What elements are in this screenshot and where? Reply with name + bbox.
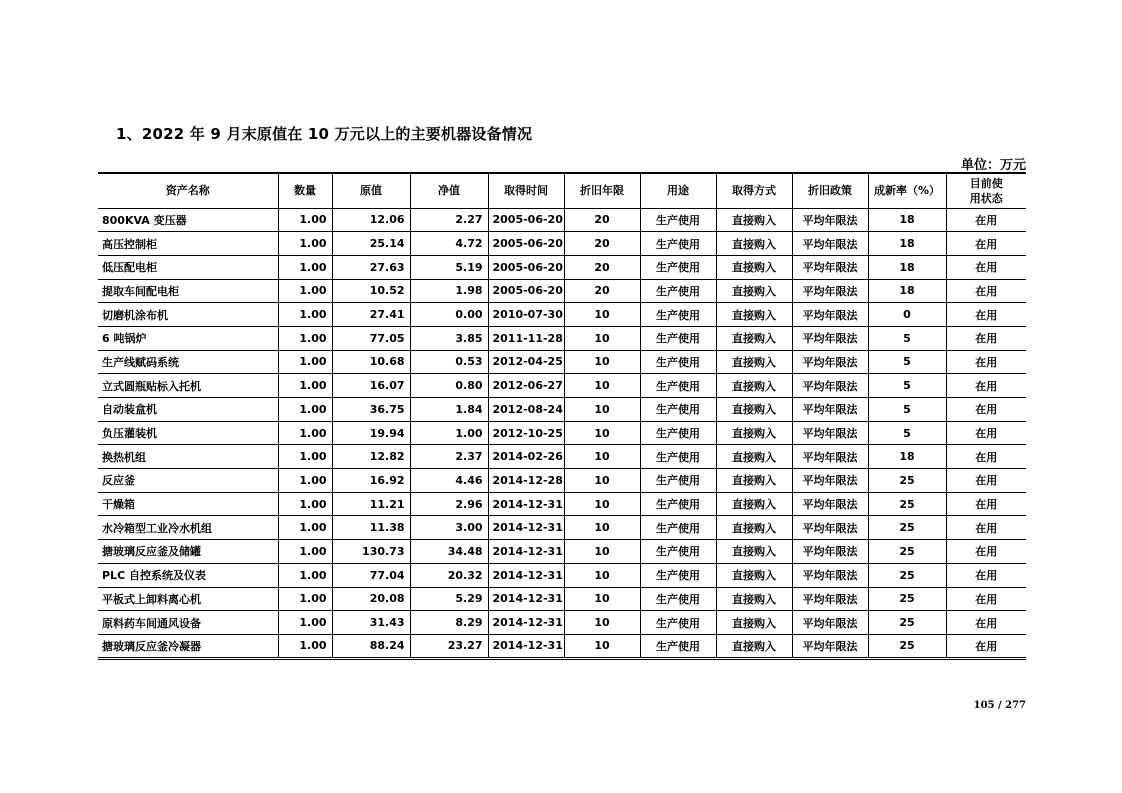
cell-newness-rate: 5 bbox=[868, 326, 946, 350]
cell-quantity: 1.00 bbox=[278, 398, 332, 422]
cell-quantity: 1.00 bbox=[278, 421, 332, 445]
cell-depreciation-years: 10 bbox=[564, 303, 640, 327]
cell-acquisition-date: 2005-06-20 bbox=[488, 279, 564, 303]
cell-current-status: 在用 bbox=[946, 611, 1026, 635]
cell-usage: 生产使用 bbox=[640, 232, 716, 256]
cell-usage: 生产使用 bbox=[640, 279, 716, 303]
cell-net-value: 4.72 bbox=[410, 232, 488, 256]
section-heading: 1、2022 年 9 月末原值在 10 万元以上的主要机器设备情况 bbox=[116, 125, 533, 143]
cell-asset-name: 搪玻璃反应釜冷凝器 bbox=[98, 634, 278, 658]
cell-depreciation-years: 10 bbox=[564, 398, 640, 422]
cell-depreciation-years: 10 bbox=[564, 634, 640, 658]
header-status-line1: 目前使 bbox=[969, 176, 1003, 190]
cell-depreciation-policy: 平均年限法 bbox=[792, 398, 868, 422]
table-row bbox=[98, 587, 1026, 611]
cell-original-value: 16.92 bbox=[332, 469, 410, 493]
cell-usage: 生产使用 bbox=[640, 326, 716, 350]
table-row bbox=[98, 374, 1026, 398]
cell-acquisition-date: 2005-06-20 bbox=[488, 208, 564, 232]
cell-net-value: 1.98 bbox=[410, 279, 488, 303]
table-row bbox=[98, 445, 1026, 469]
header-net-value: 净值 bbox=[410, 173, 488, 208]
cell-acquisition-method: 直接购入 bbox=[716, 255, 792, 279]
cell-acquisition-date: 2014-12-31 bbox=[488, 516, 564, 540]
cell-newness-rate: 5 bbox=[868, 374, 946, 398]
equipment-table bbox=[98, 172, 1026, 660]
cell-acquisition-date: 2014-12-31 bbox=[488, 492, 564, 516]
cell-acquisition-date: 2005-06-20 bbox=[488, 255, 564, 279]
cell-usage: 生产使用 bbox=[640, 634, 716, 658]
cell-usage: 生产使用 bbox=[640, 587, 716, 611]
cell-acquisition-method: 直接购入 bbox=[716, 611, 792, 635]
cell-usage: 生产使用 bbox=[640, 208, 716, 232]
cell-depreciation-policy: 平均年限法 bbox=[792, 326, 868, 350]
cell-current-status: 在用 bbox=[946, 255, 1026, 279]
cell-quantity: 1.00 bbox=[278, 540, 332, 564]
table-row bbox=[98, 516, 1026, 540]
table-row bbox=[98, 540, 1026, 564]
header-usage: 用途 bbox=[640, 173, 716, 208]
table-row bbox=[98, 421, 1026, 445]
cell-net-value: 0.00 bbox=[410, 303, 488, 327]
cell-depreciation-years: 20 bbox=[564, 232, 640, 256]
cell-current-status: 在用 bbox=[946, 279, 1026, 303]
cell-newness-rate: 18 bbox=[868, 232, 946, 256]
cell-newness-rate: 25 bbox=[868, 492, 946, 516]
cell-acquisition-method: 直接购入 bbox=[716, 208, 792, 232]
cell-current-status: 在用 bbox=[946, 350, 1026, 374]
cell-original-value: 16.07 bbox=[332, 374, 410, 398]
cell-original-value: 10.68 bbox=[332, 350, 410, 374]
cell-usage: 生产使用 bbox=[640, 516, 716, 540]
cell-depreciation-years: 10 bbox=[564, 611, 640, 635]
cell-newness-rate: 25 bbox=[868, 563, 946, 587]
cell-net-value: 5.19 bbox=[410, 255, 488, 279]
cell-newness-rate: 25 bbox=[868, 540, 946, 564]
cell-asset-name: 自动装盒机 bbox=[98, 398, 278, 422]
cell-acquisition-date: 2014-12-31 bbox=[488, 611, 564, 635]
cell-depreciation-policy: 平均年限法 bbox=[792, 350, 868, 374]
cell-asset-name: 切磨机涂布机 bbox=[98, 303, 278, 327]
cell-quantity: 1.00 bbox=[278, 469, 332, 493]
cell-usage: 生产使用 bbox=[640, 611, 716, 635]
header-newness-rate: 成新率（%） bbox=[868, 173, 946, 208]
cell-depreciation-years: 10 bbox=[564, 516, 640, 540]
cell-original-value: 88.24 bbox=[332, 634, 410, 658]
cell-net-value: 34.48 bbox=[410, 540, 488, 564]
cell-depreciation-policy: 平均年限法 bbox=[792, 563, 868, 587]
header-quantity: 数量 bbox=[278, 173, 332, 208]
cell-newness-rate: 5 bbox=[868, 421, 946, 445]
cell-acquisition-date: 2005-06-20 bbox=[488, 232, 564, 256]
cell-depreciation-policy: 平均年限法 bbox=[792, 374, 868, 398]
cell-current-status: 在用 bbox=[946, 492, 1026, 516]
cell-depreciation-policy: 平均年限法 bbox=[792, 279, 868, 303]
header-depreciation-years: 折旧年限 bbox=[564, 173, 640, 208]
cell-current-status: 在用 bbox=[946, 445, 1026, 469]
cell-original-value: 20.08 bbox=[332, 587, 410, 611]
cell-depreciation-years: 10 bbox=[564, 326, 640, 350]
table-row bbox=[98, 255, 1026, 279]
table-row bbox=[98, 326, 1026, 350]
cell-depreciation-policy: 平均年限法 bbox=[792, 634, 868, 658]
header-current-status bbox=[946, 173, 1026, 208]
header-asset-name: 资产名称 bbox=[98, 173, 278, 208]
cell-depreciation-years: 20 bbox=[564, 255, 640, 279]
cell-newness-rate: 25 bbox=[868, 611, 946, 635]
cell-newness-rate: 25 bbox=[868, 634, 946, 658]
cell-original-value: 27.63 bbox=[332, 255, 410, 279]
cell-newness-rate: 18 bbox=[868, 279, 946, 303]
cell-net-value: 0.53 bbox=[410, 350, 488, 374]
cell-net-value: 8.29 bbox=[410, 611, 488, 635]
table-row bbox=[98, 208, 1026, 232]
cell-quantity: 1.00 bbox=[278, 374, 332, 398]
cell-acquisition-date: 2014-12-31 bbox=[488, 540, 564, 564]
cell-asset-name: 800KVA 变压器 bbox=[98, 208, 278, 232]
cell-acquisition-date: 2012-08-24 bbox=[488, 398, 564, 422]
cell-original-value: 11.38 bbox=[332, 516, 410, 540]
cell-depreciation-policy: 平均年限法 bbox=[792, 255, 868, 279]
cell-acquisition-date: 2014-02-26 bbox=[488, 445, 564, 469]
cell-net-value: 20.32 bbox=[410, 563, 488, 587]
cell-net-value: 5.29 bbox=[410, 587, 488, 611]
cell-current-status: 在用 bbox=[946, 421, 1026, 445]
cell-current-status: 在用 bbox=[946, 516, 1026, 540]
cell-depreciation-policy: 平均年限法 bbox=[792, 540, 868, 564]
cell-current-status: 在用 bbox=[946, 326, 1026, 350]
cell-acquisition-method: 直接购入 bbox=[716, 279, 792, 303]
cell-newness-rate: 25 bbox=[868, 587, 946, 611]
cell-usage: 生产使用 bbox=[640, 445, 716, 469]
cell-net-value: 2.37 bbox=[410, 445, 488, 469]
cell-quantity: 1.00 bbox=[278, 516, 332, 540]
table-row bbox=[98, 492, 1026, 516]
cell-depreciation-policy: 平均年限法 bbox=[792, 303, 868, 327]
cell-depreciation-years: 10 bbox=[564, 445, 640, 469]
cell-depreciation-years: 10 bbox=[564, 469, 640, 493]
cell-asset-name: 干燥箱 bbox=[98, 492, 278, 516]
cell-net-value: 3.85 bbox=[410, 326, 488, 350]
cell-asset-name: 生产线赋码系统 bbox=[98, 350, 278, 374]
cell-asset-name: 水冷箱型工业冷水机组 bbox=[98, 516, 278, 540]
cell-net-value: 23.27 bbox=[410, 634, 488, 658]
cell-acquisition-method: 直接购入 bbox=[716, 303, 792, 327]
header-status-line2: 用状态 bbox=[969, 191, 1003, 205]
cell-newness-rate: 0 bbox=[868, 303, 946, 327]
cell-depreciation-policy: 平均年限法 bbox=[792, 208, 868, 232]
cell-acquisition-method: 直接购入 bbox=[716, 540, 792, 564]
cell-usage: 生产使用 bbox=[640, 398, 716, 422]
cell-acquisition-method: 直接购入 bbox=[716, 516, 792, 540]
cell-asset-name: 立式圆瓶贴标入托机 bbox=[98, 374, 278, 398]
cell-usage: 生产使用 bbox=[640, 469, 716, 493]
cell-current-status: 在用 bbox=[946, 398, 1026, 422]
header-original-value: 原值 bbox=[332, 173, 410, 208]
cell-asset-name: 6 吨锅炉 bbox=[98, 326, 278, 350]
cell-net-value: 3.00 bbox=[410, 516, 488, 540]
table-row bbox=[98, 563, 1026, 587]
cell-acquisition-date: 2012-04-25 bbox=[488, 350, 564, 374]
cell-net-value: 2.96 bbox=[410, 492, 488, 516]
cell-original-value: 130.73 bbox=[332, 540, 410, 564]
cell-usage: 生产使用 bbox=[640, 563, 716, 587]
cell-depreciation-years: 10 bbox=[564, 540, 640, 564]
cell-quantity: 1.00 bbox=[278, 634, 332, 658]
cell-current-status: 在用 bbox=[946, 208, 1026, 232]
cell-net-value: 2.27 bbox=[410, 208, 488, 232]
cell-original-value: 77.04 bbox=[332, 563, 410, 587]
cell-net-value: 0.80 bbox=[410, 374, 488, 398]
cell-acquisition-date: 2014-12-28 bbox=[488, 469, 564, 493]
cell-quantity: 1.00 bbox=[278, 232, 332, 256]
cell-depreciation-policy: 平均年限法 bbox=[792, 516, 868, 540]
cell-asset-name: PLC 自控系统及仪表 bbox=[98, 563, 278, 587]
cell-original-value: 12.82 bbox=[332, 445, 410, 469]
cell-acquisition-date: 2014-12-31 bbox=[488, 587, 564, 611]
table-row bbox=[98, 611, 1026, 635]
cell-net-value: 1.84 bbox=[410, 398, 488, 422]
cell-depreciation-policy: 平均年限法 bbox=[792, 469, 868, 493]
cell-quantity: 1.00 bbox=[278, 492, 332, 516]
cell-depreciation-policy: 平均年限法 bbox=[792, 611, 868, 635]
cell-acquisition-method: 直接购入 bbox=[716, 563, 792, 587]
cell-depreciation-years: 20 bbox=[564, 208, 640, 232]
header-acquisition-method: 取得方式 bbox=[716, 173, 792, 208]
cell-quantity: 1.00 bbox=[278, 255, 332, 279]
cell-usage: 生产使用 bbox=[640, 492, 716, 516]
cell-quantity: 1.00 bbox=[278, 208, 332, 232]
cell-acquisition-method: 直接购入 bbox=[716, 398, 792, 422]
cell-acquisition-date: 2012-10-25 bbox=[488, 421, 564, 445]
cell-quantity: 1.00 bbox=[278, 303, 332, 327]
unit-label: 单位：万元 bbox=[960, 158, 1026, 173]
cell-asset-name: 搪玻璃反应釜及储罐 bbox=[98, 540, 278, 564]
cell-asset-name: 反应釜 bbox=[98, 469, 278, 493]
cell-depreciation-policy: 平均年限法 bbox=[792, 232, 868, 256]
table-row bbox=[98, 634, 1026, 658]
cell-asset-name: 原料药车间通风设备 bbox=[98, 611, 278, 635]
cell-usage: 生产使用 bbox=[640, 540, 716, 564]
cell-current-status: 在用 bbox=[946, 540, 1026, 564]
table-row bbox=[98, 232, 1026, 256]
cell-newness-rate: 5 bbox=[868, 398, 946, 422]
cell-original-value: 11.21 bbox=[332, 492, 410, 516]
cell-depreciation-years: 10 bbox=[564, 421, 640, 445]
cell-acquisition-method: 直接购入 bbox=[716, 445, 792, 469]
cell-original-value: 77.05 bbox=[332, 326, 410, 350]
cell-newness-rate: 25 bbox=[868, 516, 946, 540]
cell-asset-name: 负压灌装机 bbox=[98, 421, 278, 445]
cell-acquisition-method: 直接购入 bbox=[716, 492, 792, 516]
cell-depreciation-years: 10 bbox=[564, 350, 640, 374]
header-depreciation-policy: 折旧政策 bbox=[792, 173, 868, 208]
cell-original-value: 36.75 bbox=[332, 398, 410, 422]
cell-asset-name: 低压配电柜 bbox=[98, 255, 278, 279]
cell-depreciation-policy: 平均年限法 bbox=[792, 587, 868, 611]
cell-depreciation-policy: 平均年限法 bbox=[792, 445, 868, 469]
cell-acquisition-method: 直接购入 bbox=[716, 374, 792, 398]
cell-usage: 生产使用 bbox=[640, 303, 716, 327]
cell-depreciation-years: 10 bbox=[564, 563, 640, 587]
cell-usage: 生产使用 bbox=[640, 350, 716, 374]
cell-newness-rate: 5 bbox=[868, 350, 946, 374]
cell-asset-name: 换热机组 bbox=[98, 445, 278, 469]
cell-asset-name: 高压控制柜 bbox=[98, 232, 278, 256]
cell-current-status: 在用 bbox=[946, 634, 1026, 658]
cell-quantity: 1.00 bbox=[278, 279, 332, 303]
cell-quantity: 1.00 bbox=[278, 445, 332, 469]
table-row bbox=[98, 469, 1026, 493]
cell-quantity: 1.00 bbox=[278, 611, 332, 635]
header-acquisition-date: 取得时间 bbox=[488, 173, 564, 208]
cell-newness-rate: 18 bbox=[868, 445, 946, 469]
cell-original-value: 25.14 bbox=[332, 232, 410, 256]
cell-asset-name: 平板式上卸料离心机 bbox=[98, 587, 278, 611]
cell-depreciation-years: 10 bbox=[564, 492, 640, 516]
cell-newness-rate: 18 bbox=[868, 255, 946, 279]
table-row bbox=[98, 279, 1026, 303]
cell-usage: 生产使用 bbox=[640, 255, 716, 279]
cell-net-value: 4.46 bbox=[410, 469, 488, 493]
cell-acquisition-method: 直接购入 bbox=[716, 326, 792, 350]
cell-acquisition-method: 直接购入 bbox=[716, 469, 792, 493]
cell-acquisition-date: 2012-06-27 bbox=[488, 374, 564, 398]
cell-quantity: 1.00 bbox=[278, 326, 332, 350]
table-row bbox=[98, 398, 1026, 422]
cell-depreciation-years: 10 bbox=[564, 374, 640, 398]
cell-current-status: 在用 bbox=[946, 374, 1026, 398]
cell-usage: 生产使用 bbox=[640, 421, 716, 445]
cell-depreciation-policy: 平均年限法 bbox=[792, 421, 868, 445]
cell-net-value: 1.00 bbox=[410, 421, 488, 445]
cell-quantity: 1.00 bbox=[278, 350, 332, 374]
cell-newness-rate: 18 bbox=[868, 208, 946, 232]
cell-original-value: 12.06 bbox=[332, 208, 410, 232]
cell-acquisition-date: 2010-07-30 bbox=[488, 303, 564, 327]
cell-acquisition-date: 2014-12-31 bbox=[488, 634, 564, 658]
cell-newness-rate: 25 bbox=[868, 469, 946, 493]
cell-asset-name: 提取车间配电柜 bbox=[98, 279, 278, 303]
cell-current-status: 在用 bbox=[946, 563, 1026, 587]
cell-acquisition-date: 2011-11-28 bbox=[488, 326, 564, 350]
cell-current-status: 在用 bbox=[946, 232, 1026, 256]
table-row bbox=[98, 303, 1026, 327]
cell-original-value: 27.41 bbox=[332, 303, 410, 327]
table-row bbox=[98, 350, 1026, 374]
cell-quantity: 1.00 bbox=[278, 587, 332, 611]
cell-depreciation-policy: 平均年限法 bbox=[792, 492, 868, 516]
cell-acquisition-method: 直接购入 bbox=[716, 232, 792, 256]
page-number: 105 / 277 bbox=[973, 700, 1026, 711]
cell-acquisition-method: 直接购入 bbox=[716, 421, 792, 445]
cell-current-status: 在用 bbox=[946, 587, 1026, 611]
cell-acquisition-method: 直接购入 bbox=[716, 587, 792, 611]
cell-usage: 生产使用 bbox=[640, 374, 716, 398]
cell-current-status: 在用 bbox=[946, 469, 1026, 493]
cell-original-value: 19.94 bbox=[332, 421, 410, 445]
cell-original-value: 31.43 bbox=[332, 611, 410, 635]
cell-quantity: 1.00 bbox=[278, 563, 332, 587]
cell-depreciation-years: 20 bbox=[564, 279, 640, 303]
cell-current-status: 在用 bbox=[946, 303, 1026, 327]
cell-acquisition-method: 直接购入 bbox=[716, 350, 792, 374]
cell-original-value: 10.52 bbox=[332, 279, 410, 303]
table-header-row bbox=[98, 173, 1026, 208]
cell-acquisition-method: 直接购入 bbox=[716, 634, 792, 658]
cell-depreciation-years: 10 bbox=[564, 587, 640, 611]
cell-acquisition-date: 2014-12-31 bbox=[488, 563, 564, 587]
